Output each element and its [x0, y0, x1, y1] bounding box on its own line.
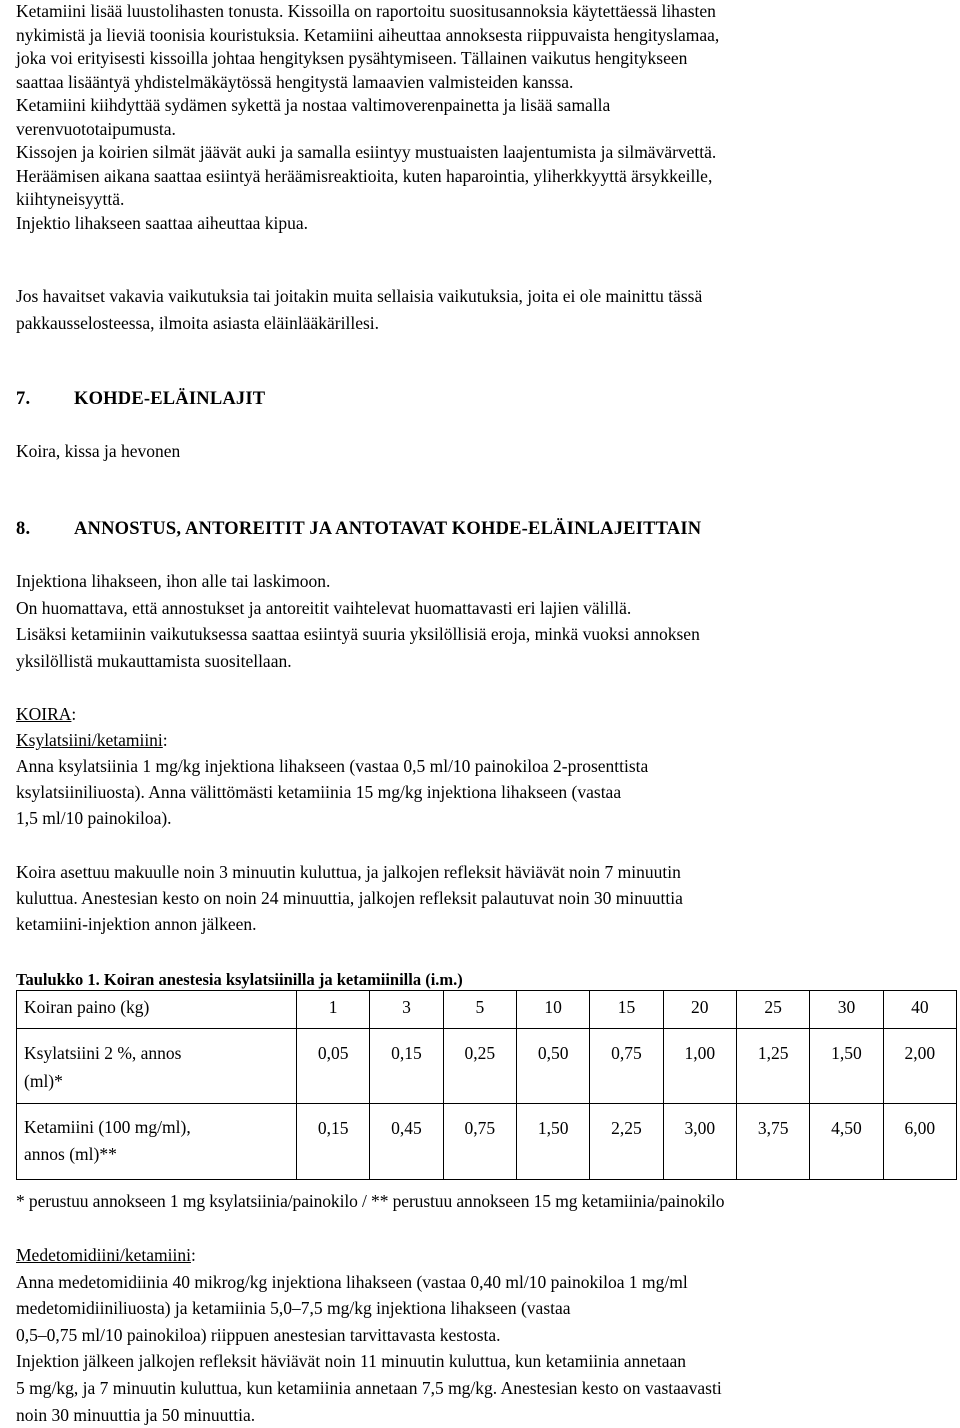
dog-heading-text: KOIRA: [16, 704, 72, 724]
heading-colon: :: [190, 1245, 196, 1265]
text-line: ketamiini-injektion annon jälkeen.: [16, 914, 257, 934]
dose-cell: 1,00: [663, 1029, 736, 1104]
dose-cell: 2,00: [883, 1029, 956, 1104]
table-row: [17, 1029, 957, 1104]
text-line: Lisäksi ketamiinin vaikutuksessa saattaa esiintyä suuria yksilöllisiä eroja, minkä vuoksi annoksen: [16, 624, 700, 644]
xylazine-heading-text: Ksylatsiini/ketamiini: [16, 730, 163, 750]
text-line: verenvuototaipumusta.: [16, 118, 176, 139]
text-line: 1,5 ml/10 painokiloa).: [16, 808, 172, 828]
row-label: [17, 1029, 297, 1104]
text-line: Injektio lihakseen saattaa aiheuttaa kipua.: [16, 212, 309, 233]
weight-cell: 5: [443, 991, 516, 1029]
medetomidine-heading: [16, 1242, 722, 1269]
text-line: joka voi erityisesti kissoilla johtaa hengityksen pysähtymiseen. Tällainen vaikutus hengitykseen: [16, 48, 688, 68]
dose-cell: 0,75: [590, 1029, 663, 1104]
dose-cell: 0,05: [297, 1029, 370, 1104]
xylazine-heading: [16, 727, 648, 753]
text-line: Anna medetomidiinia 40 mikrog/kg injektiona lihakseen (vastaa 0,40 ml/10 painokiloa 1 mg/ml: [16, 1271, 688, 1292]
text-line: kuluttua. Anestesian kesto on noin 24 minuuttia, jalkojen refleksit palautuvat noin 30 minuuttia: [16, 888, 683, 908]
dose-cell: 3,75: [736, 1104, 809, 1180]
text-line: 5 mg/kg, ja 7 minuutin kuluttua, kun ketamiinia annetaan 7,5 mg/kg. Anestesian kesto on vastaavasti: [16, 1377, 722, 1398]
weight-cell: 15: [590, 991, 663, 1029]
table-row: [17, 1104, 957, 1180]
table-header-row: [17, 991, 957, 1029]
text-line: ksylatsiiniliuosta). Anna välittömästi ketamiinia 15 mg/kg injektiona lihakseen (vastaa: [16, 782, 622, 802]
row-label: [17, 1104, 297, 1180]
text-line: Ketamiini kiihdyttää sydämen sykettä ja nostaa valtimoverenpainetta ja lisää samalla: [16, 95, 611, 115]
text-line: Kissojen ja koirien silmät jäävät auki ja samalla esiintyy mustuaisten laajentumista ja silmävärvettä.: [16, 142, 717, 162]
dog-section: [16, 701, 648, 831]
dose-cell: 0,75: [443, 1104, 516, 1180]
dosage-intro-paragraph: [16, 568, 700, 674]
dose-cell: 1,50: [810, 1029, 883, 1104]
text-line: Koira asettuu makuulle noin 3 minuutin kuluttua, ja jalkojen refleksit häviävät noin 7 minuutin: [16, 862, 681, 882]
weight-cell: 25: [736, 991, 809, 1029]
text-line: medetomidiiniliuosta) ja ketamiinia 5,0–7,5 mg/kg injektiona lihakseen (vastaa: [16, 1298, 571, 1319]
dose-cell: 6,00: [883, 1104, 956, 1180]
section-title: KOHDE-ELÄINLAJIT: [74, 389, 266, 409]
dose-cell: 1,50: [516, 1104, 589, 1180]
row-label-line: (ml)*: [24, 1071, 63, 1091]
text-line: Heräämisen aikana saattaa esiintyä heräämisreaktioita, kuten haparointia, yliherkkyyttä ärsykkeille,: [16, 165, 713, 186]
text-line: 0,5–0,75 ml/10 painokiloa) riippuen anestesian tarvittavasta kestosta.: [16, 1324, 501, 1345]
text-line: Jos havaitset vakavia vaikutuksia tai joitakin muita sellaisia vaikutuksia, joita ei ole mainittu tässä: [16, 286, 703, 306]
dose-table: [16, 990, 957, 1180]
section-8-heading: [16, 517, 701, 542]
table-caption: Taulukko 1. Koiran anestesia ksylatsiinilla ja ketamiinilla (i.m.): [16, 970, 463, 989]
text-line: On huomattava, että annostukset ja antoreitit vaihtelevat huomattavasti eri lajien välillä.: [16, 597, 632, 618]
heading-colon: :: [71, 704, 77, 724]
dog-heading: [16, 701, 648, 727]
dose-cell: 1,25: [736, 1029, 809, 1104]
weight-cell: 10: [516, 991, 589, 1029]
heading-colon: :: [162, 730, 168, 750]
section-number: 8.: [16, 519, 31, 539]
row-label-line: annos (ml)**: [24, 1144, 117, 1164]
section-title: ANNOSTUS, ANTOREITIT JA ANTOTAVAT KOHDE-ELÄINLAJEITTAIN: [74, 519, 702, 539]
text-line: Injektion jälkeen jalkojen refleksit häviävät noin 11 minuutin kuluttua, kun ketamiinia annetaan: [16, 1351, 686, 1372]
dose-cell: 0,25: [443, 1029, 516, 1104]
text-line: pakkausselosteessa, ilmoita asiasta eläinlääkärillesi.: [16, 312, 380, 333]
text-line: yksilöllistä mukauttamista suositellaan.: [16, 650, 292, 671]
weight-cell: 30: [810, 991, 883, 1029]
dose-cell: 0,50: [516, 1029, 589, 1104]
text-line: kiihtyneisyyttä.: [16, 189, 125, 209]
dose-cell: 4,50: [810, 1104, 883, 1180]
section-7-heading: [16, 387, 265, 412]
row-label-line: Ksylatsiini 2 %, annos: [24, 1043, 182, 1063]
dose-cell: 0,45: [370, 1104, 443, 1180]
weight-cell: 1: [297, 991, 370, 1029]
target-species-text: Koira, kissa ja hevonen: [16, 441, 181, 461]
dose-cell: 3,00: [663, 1104, 736, 1180]
dose-cell: 0,15: [297, 1104, 370, 1180]
row-label-line: Ketamiini (100 mg/ml),: [24, 1117, 191, 1137]
table-header-label: Koiran paino (kg): [17, 991, 297, 1029]
dog-effect-paragraph: [16, 859, 683, 937]
medetomidine-heading-text: Medetomidiini/ketamiini: [16, 1245, 191, 1265]
adverse-effects-paragraph: [16, 0, 719, 235]
text-line: Anna ksylatsiinia 1 mg/kg injektiona lihakseen (vastaa 0,5 ml/10 painokiloa 2-prosenttista: [16, 756, 649, 776]
table-footnote: * perustuu annokseen 1 mg ksylatsiinia/painokilo / ** perustuu annokseen 15 mg ketamiinia/painokilo: [16, 1191, 725, 1211]
dose-cell: 2,25: [590, 1104, 663, 1180]
text-line: Injektiona lihakseen, ihon alle tai laskimoon.: [16, 571, 331, 591]
text-line: saattaa lisääntyä yhdistelmäkäytössä hengitystä lamaavien valmisteiden kanssa.: [16, 71, 574, 92]
weight-cell: 3: [370, 991, 443, 1029]
medetomidine-section: [16, 1242, 722, 1428]
dose-cell: 0,15: [370, 1029, 443, 1104]
text-line: noin 30 minuuttia ja 50 minuuttia.: [16, 1404, 256, 1425]
weight-cell: 40: [883, 991, 956, 1029]
section-number: 7.: [16, 389, 31, 409]
weight-cell: 20: [663, 991, 736, 1029]
report-paragraph: [16, 283, 702, 336]
text-line: Ketamiini lisää luustolihasten tonusta. Kissoilla on raportoitu suositusannoksia käytettäessä lihasten: [16, 1, 716, 21]
text-line: nykimistä ja lieviä toonisia kouristuksia. Ketamiini aiheuttaa annoksesta riippuvaista hengityslamaa,: [16, 24, 720, 45]
